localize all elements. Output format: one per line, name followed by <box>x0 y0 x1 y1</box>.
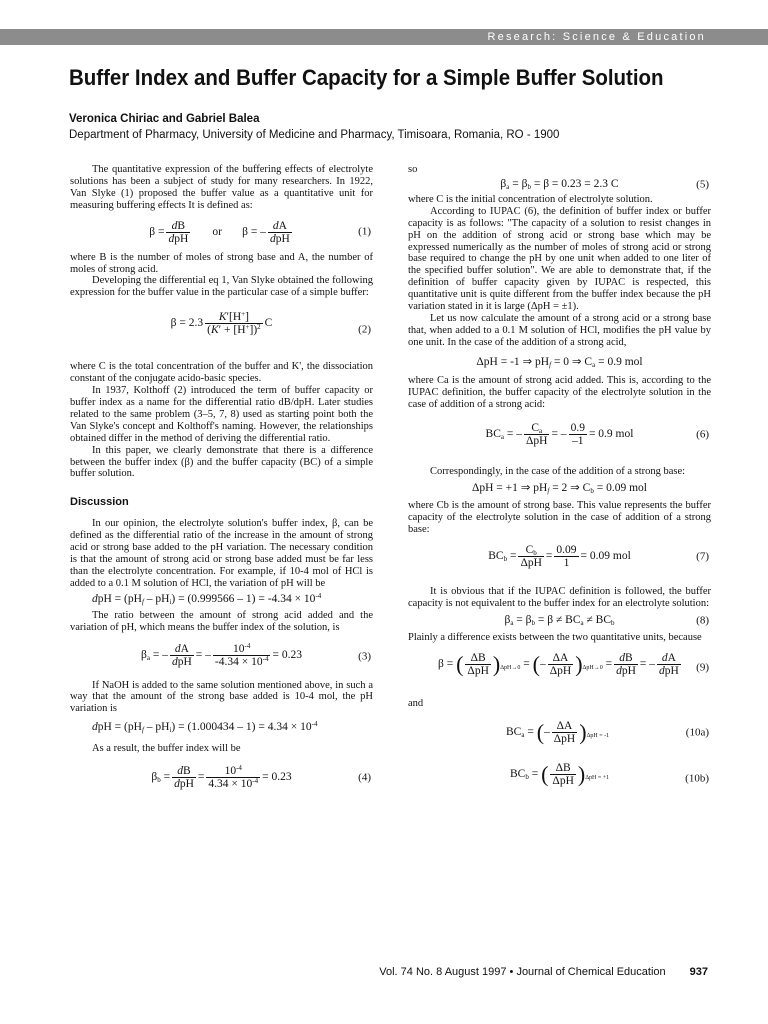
paragraph: In 1937, Kolthoff (2) introduced the term of buffer capacity or buffer index as a name for the differential ratio dB/dpH. Later studies related to the same problem (3–5, 7, 8) used as starting point both the Van Slyke's concept and Kolthoff's naming. However, the relationships obtained differ in the method of deriving the differential ratio. <box>70 385 373 444</box>
equation-acid-ca: ΔpH = -1 ⇒ $pH_f = 0$ ⇒ $C_a = 0.9$ mol <box>476 355 643 369</box>
equation-number: (6) <box>696 428 709 441</box>
equation-8: $\beta_a = \beta_b = \beta \ne BC_a \ne BC_b$ (8) <box>504 613 709 627</box>
paragraph: Developing the differential eq 1, Van Slyke obtained the following expression for the buffer value in the particular case of a simple buffer: <box>70 275 373 299</box>
section-banner <box>0 29 768 45</box>
equation-10b: $BC_b$ = ( $\frac{\Delta B}{\text{ΔpH}}$ )$_{\Delta pH = +1}$ (10b) <box>510 761 709 787</box>
paragraph: As a result, the buffer index will be <box>92 743 241 755</box>
paragraph: Let us now calculate the amount of a strong acid or a strong base that, when added to a 0.1 M solution of HCl, modifies the pH value by one unit. In the case of the addition of a strong acid, <box>408 312 711 348</box>
equation-dph-acid: dpH = $(pH_f - pH_i) = (0.999566 - 1) = -4.34 \times 10^{-4}$ <box>92 591 322 606</box>
equation-3: $\beta_a$ = – $\frac{dA}{\text{dpH}}$ = – $\frac{10^{-4}}{-4.34 \times 10^{-4}}$ = 0.23 (3) <box>141 641 371 668</box>
equation-number: (5) <box>696 178 709 191</box>
equation-1: β = $\frac{dB}{\text{dpH}}$ or β = – $\frac{dA}{\text{dpH}}$ (1) <box>149 219 371 245</box>
equation-number: (8) <box>696 614 709 627</box>
equation-10a: $BC_a$ = (– $\frac{\Delta A}{\text{ΔpH}}$ )$_{\Delta pH = -1}$ (10a) <box>506 719 709 745</box>
section-label: Research: Science & Education <box>487 31 706 43</box>
right-column <box>408 164 711 802</box>
paragraph: If NaOH is added to the same solution mentioned above, in such a way that the amount of the strong base added is 10-4 mol, the pH variation is <box>70 679 373 715</box>
equation-base-cb: ΔpH = +1 ⇒ $pH_f = 2$ ⇒ $C_b = 0.09$ mol <box>471 482 647 496</box>
equation-7: $BC_b$ = $\frac{C_b}{\text{ΔpH}}$ = $\frac{0.09}{1}$ = 0.09 mol (7) <box>488 544 709 570</box>
equation-number: (1) <box>358 225 371 238</box>
journal-citation: Vol. 74 No. 8 August 1997 • Journal of Chemical Education <box>379 966 666 978</box>
paragraph: where C is the total concentration of the buffer and K', the dissociation constant of the conjugate acido-basic species. <box>70 361 373 385</box>
paragraph: and <box>408 697 424 709</box>
equation-number: (10a) <box>685 726 709 739</box>
paragraph: In our opinion, the electrolyte solution's buffer index, β, can be defined as the differential ratio of the increase in the amount of strong acid or strong base added to the pH variation. The necessary condition is that the amount of strong acid or strong base added must be far less than the electrolyte concentration. For example, if 10-4 mol of HCl is added to a 0.1 M solution of HCl, the variation of pH will be <box>70 518 373 589</box>
paragraph: where C is the initial concentration of electrolyte solution. <box>408 193 653 205</box>
paragraph: It is obvious that if the IUPAC definition is followed, the buffer capacity is not equivalent to the buffer index for an electrolyte solution: <box>408 586 711 609</box>
page-number: 937 <box>689 966 708 978</box>
paragraph: where Cb is the amount of strong base. This value represents the buffer capacity of the electrolyte solution in the case of addition of a strong base: <box>408 500 711 536</box>
left-column <box>70 164 373 801</box>
equation-number: (3) <box>358 650 371 663</box>
paragraph: where B is the number of moles of strong base and A, the number of moles of strong acid. <box>70 251 373 275</box>
equation-number: (4) <box>358 771 371 784</box>
equation-number: (9) <box>696 661 709 674</box>
paragraph: In this paper, we clearly demonstrate that there is a difference between the buffer index (β) and the buffer capacity (BC) of a simple buffer solution. <box>70 444 373 480</box>
equation-5: $\beta_a = \beta_b = \beta = 0.23 = 2.3$ C (5) <box>500 177 709 191</box>
equation-number: (10b) <box>685 772 709 785</box>
paragraph: so <box>408 164 418 175</box>
equation-4: $\beta_b$ = $\frac{dB}{\text{dpH}}$ = $\frac{10^{-4}}{4.34 \times 10^{-4}}$ = 0.23 (4) <box>151 764 371 791</box>
paragraph: Plainly a difference exists between the two quantitative units, because <box>408 631 702 643</box>
paragraph: The quantitative expression of the buffering effects of electrolyte solutions has been a subject of study for many researchers. In 1922, Van Slyke (1) proposed the buffer value as a quantitative unit for measuring buffering effects It is defined as: <box>70 164 373 211</box>
equation-dph-base: dpH = $(pH_f - pH_i) = (1.000434 - 1) = 4.34 \times 10^{-4}$ <box>92 720 318 735</box>
equation-6: $BC_a$ = – $\frac{C_a}{\text{ΔpH}}$ = – $\frac{0.9}{-1}$ = 0.9 mol (6) <box>485 422 709 448</box>
equation-number: (2) <box>358 323 371 336</box>
article-authors: Veronica Chiriac and Gabriel Balea <box>69 113 260 125</box>
page-footer <box>0 966 708 978</box>
paragraph: Correspondingly, in the case of the addition of a strong base: <box>430 466 686 478</box>
article-title: Buffer Index and Buffer Capacity for a Simple Buffer Solution <box>69 65 664 90</box>
equation-2: β = 2.3 $\frac{K'[H^+]}{(K' + [H^+])^2}$ C (2) <box>170 310 371 337</box>
paragraph: where Ca is the amount of strong acid added. This is, according to the IUPAC definition, the buffer capacity of the electrolyte solution in the case of addition of a strong acid: <box>408 374 711 410</box>
section-heading: Discussion <box>70 496 129 509</box>
paragraph: The ratio between the amount of strong acid added and the variation of pH, which means the buffer index of the solution, is <box>70 609 373 633</box>
paragraph: According to IUPAC (6), the definition of buffer index or buffer capacity is as follows: "The capacity of a solution to resist changes in pH on the addition of strong acid or strong base which may be expressed numerically as the number of moles of strong acid or strong base required to change the pH by one unit when added to one liter of the specified buffer solution". We are able to demonstrate that, if the definition of buffer capacity given by IUPAC is respected, this quantitative unit is quite different from the buffer index because the pH variation stated in it is large (ΔpH = ±1). <box>408 205 711 313</box>
equation-9: β = ( $\frac{\Delta B}{\text{ΔpH}}$ )$_{\Delta pH\to 0}$ = (– $\frac{\Delta A}{\text{ΔpH}}$ )$_{\Delta pH\to 0}$ = $\frac{dB}{\text{dpH}}$ = – $\frac{dA}{\text{dpH}}$ (9) <box>438 651 709 677</box>
article-affiliation: Department of Pharmacy, University of Medicine and Pharmacy, Timisoara, Romania, RO - 1900 <box>69 129 560 141</box>
equation-number: (7) <box>696 550 709 563</box>
